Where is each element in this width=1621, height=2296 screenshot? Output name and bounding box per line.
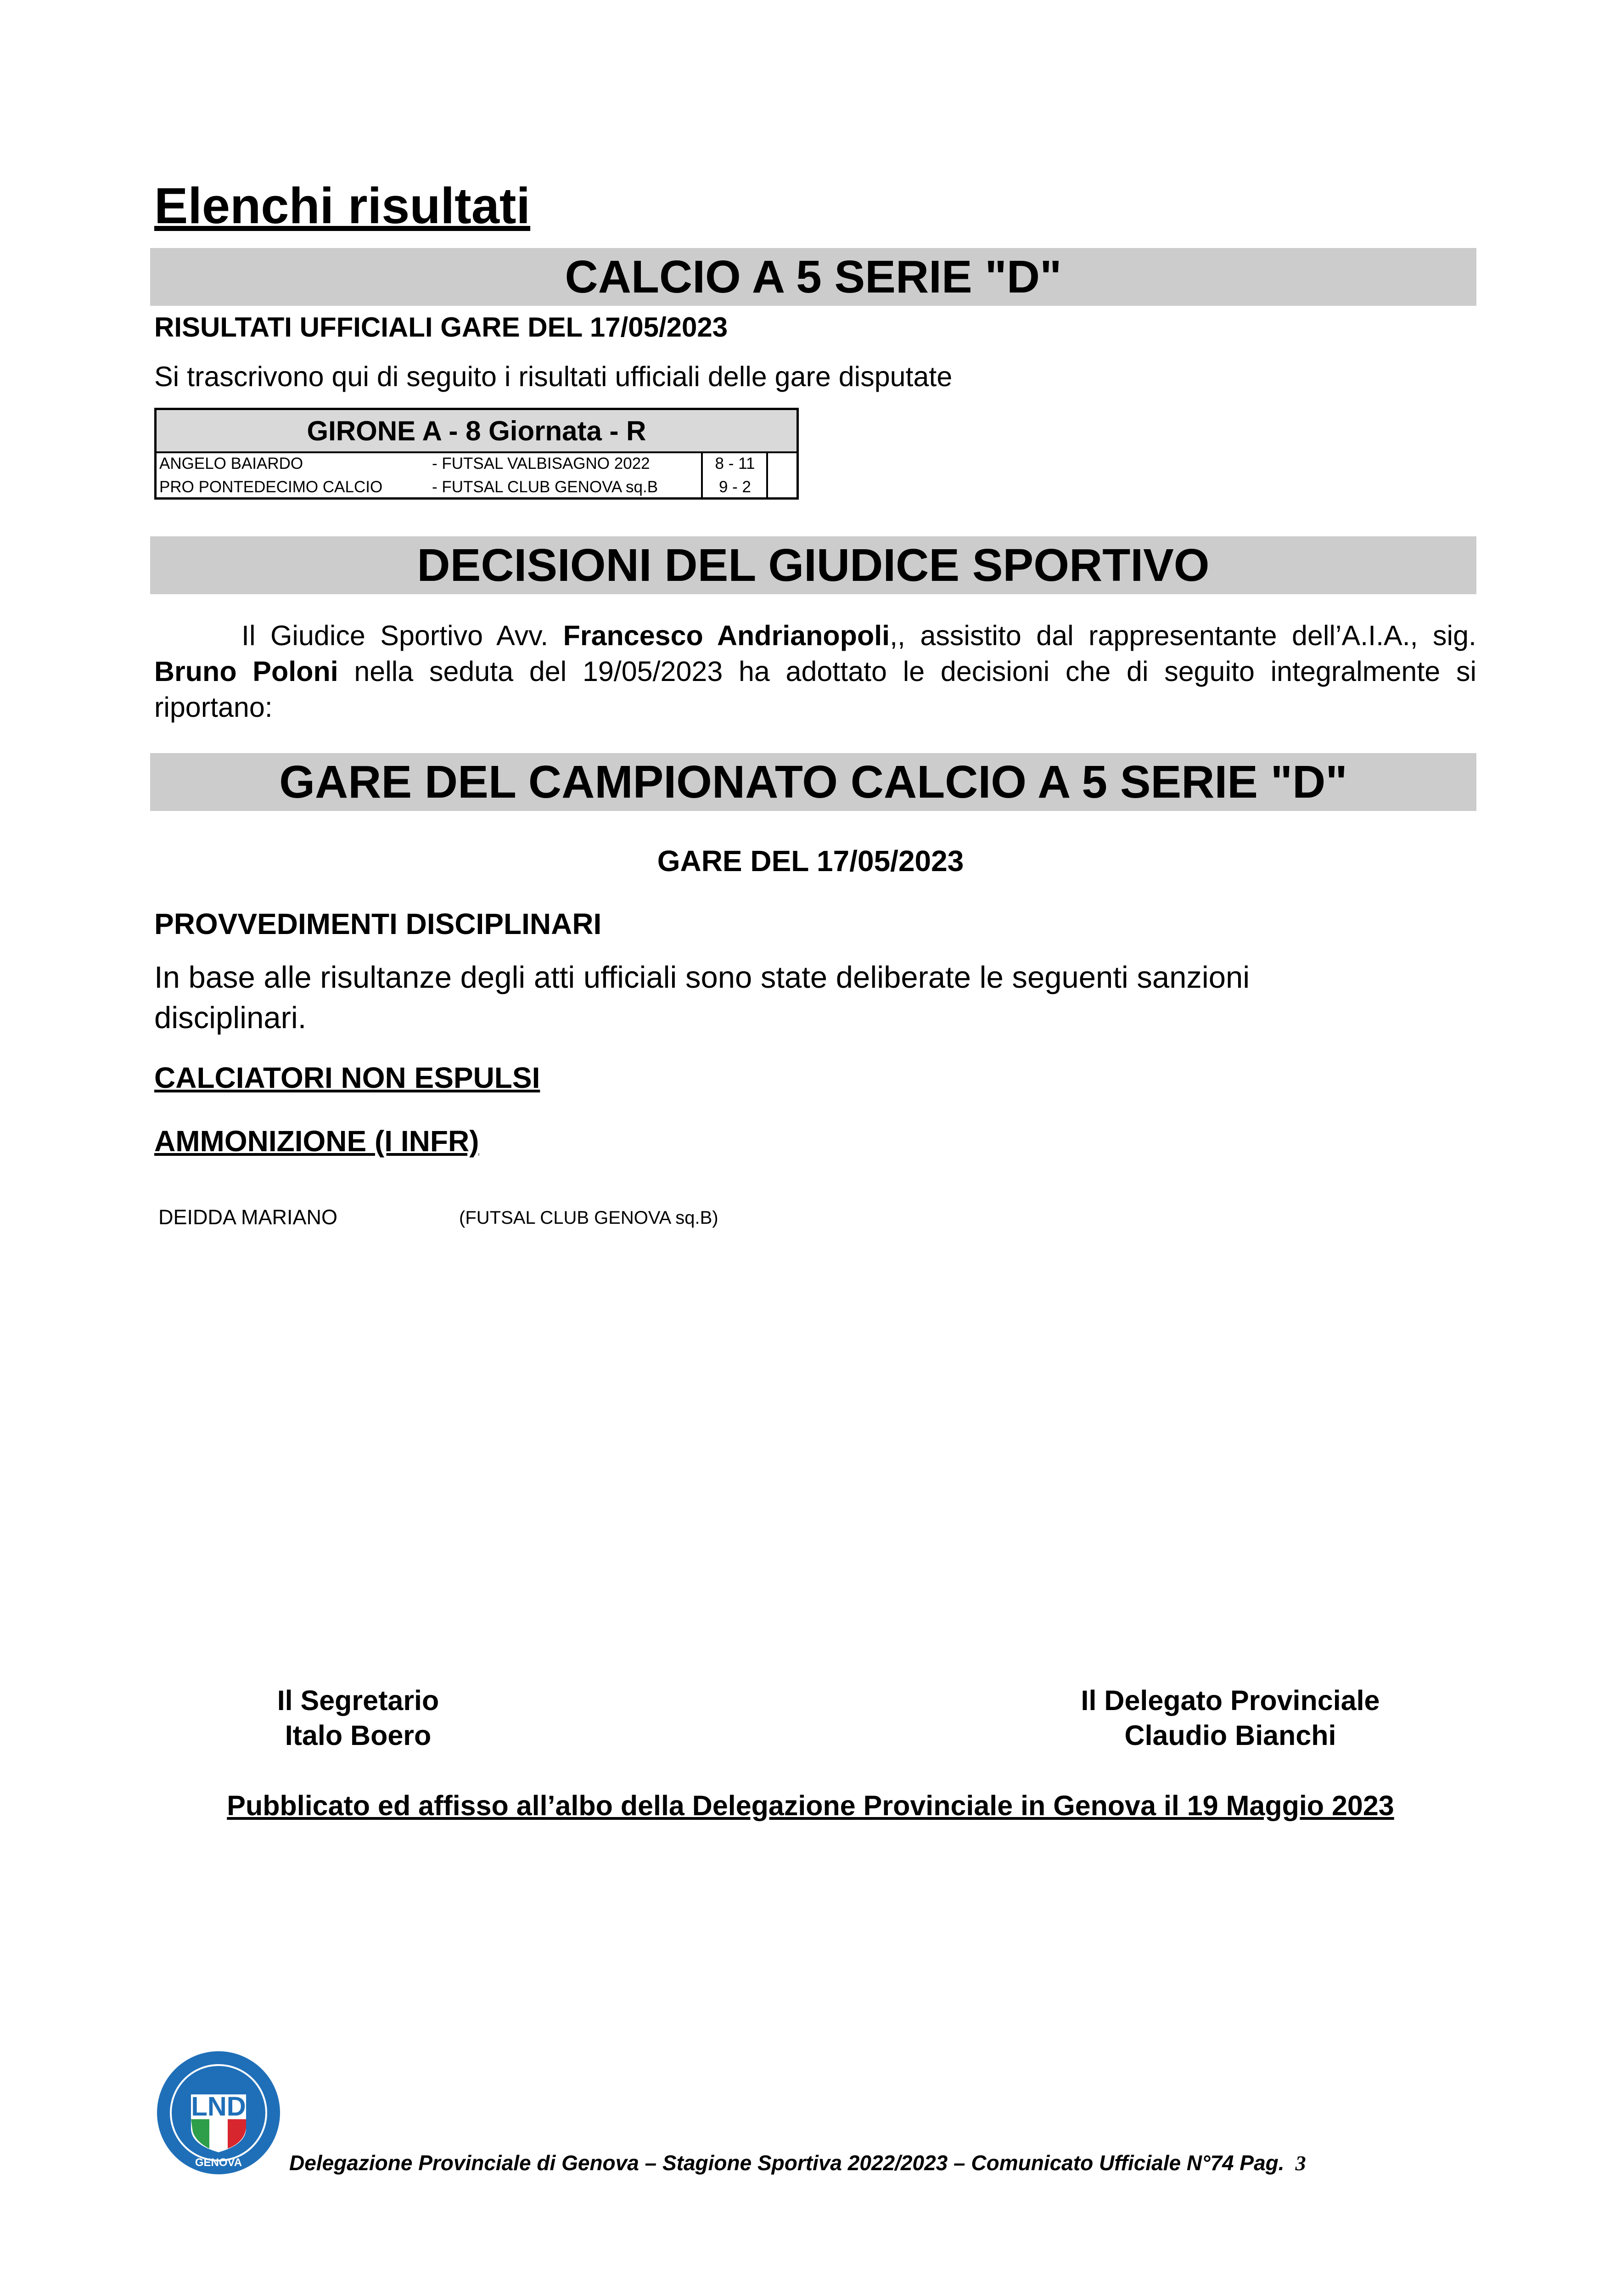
judge-text-2: ,, assistito dal rappresentante dell’A.I.A., sig. bbox=[890, 620, 1476, 651]
signature-name: Italo Boero bbox=[285, 1720, 432, 1751]
section-bar-decisioni: DECISIONI DEL GIUDICE SPORTIVO bbox=[150, 536, 1476, 594]
lnd-genova-logo bbox=[156, 2050, 281, 2175]
section-bar-gare: GARE DEL CAMPIONATO CALCIO A 5 SERIE "D" bbox=[150, 753, 1476, 811]
signature-name: Claudio Bianchi bbox=[1124, 1720, 1336, 1751]
signature-delegate bbox=[1001, 1683, 1460, 1753]
table-divider bbox=[701, 451, 703, 499]
away-team: - FUTSAL VALBISAGNO 2022 bbox=[432, 455, 650, 473]
judge-name: Francesco Andrianopoli bbox=[563, 620, 890, 651]
publication-note: Pubblicato ed affisso all’albo della Delegazione Provinciale in Genova il 19 Maggio 2023 bbox=[227, 1790, 1394, 1821]
signature-secretary bbox=[220, 1683, 496, 1753]
results-heading: RISULTATI UFFICIALI GARE DEL 17/05/2023 bbox=[154, 312, 728, 343]
calciatori-heading: CALCIATORI NON ESPULSI bbox=[154, 1061, 540, 1094]
signature-role: Il Delegato Provinciale bbox=[1081, 1685, 1380, 1716]
judge-paragraph bbox=[154, 618, 1476, 725]
representative-name: Bruno Poloni bbox=[154, 656, 338, 687]
footer-text: Delegazione Provinciale di Genova – Stagione Sportiva 2022/2023 – Comunicato Ufficiale N°74 Pag. bbox=[289, 2151, 1284, 2175]
player-team: (FUTSAL CLUB GENOVA sq.B) bbox=[459, 1208, 718, 1228]
svg-text:LND: LND bbox=[191, 2092, 246, 2122]
results-intro: Si trascrivono qui di seguito i risultati ufficiali delle gare disputate bbox=[154, 361, 953, 392]
provvedimenti-heading: PROVVEDIMENTI DISCIPLINARI bbox=[154, 907, 602, 940]
provvedimenti-text: In base alle risultanze degli atti ufficiali sono state deliberate le seguenti sanzioni disciplinari. bbox=[154, 960, 1250, 1035]
table-divider bbox=[766, 451, 768, 499]
signature-role: Il Segretario bbox=[277, 1685, 439, 1716]
judge-text-1: Il Giudice Sportivo Avv. bbox=[241, 620, 549, 651]
away-team: - FUTSAL CLUB GENOVA sq.B bbox=[432, 478, 658, 496]
match-score: 9 - 2 bbox=[718, 478, 752, 496]
home-team: ANGELO BAIARDO bbox=[159, 455, 303, 473]
table-row bbox=[157, 476, 796, 499]
page-title: Elenchi risultati bbox=[154, 178, 531, 234]
player-name: DEIDDA MARIANO bbox=[158, 1205, 338, 1229]
page-number: 3 bbox=[1295, 2151, 1306, 2175]
section-bar-calcio: CALCIO A 5 SERIE "D" bbox=[150, 248, 1476, 306]
table-row bbox=[157, 452, 796, 475]
results-table bbox=[154, 408, 799, 500]
home-team: PRO PONTEDECIMO CALCIO bbox=[159, 478, 383, 496]
judge-text-3: nella seduta del 19/05/2023 ha adottato le decisioni che di seguito integralmente si riportano: bbox=[154, 656, 1476, 723]
svg-text:GENOVA: GENOVA bbox=[195, 2156, 242, 2169]
results-group-header: GIRONE A - 8 Giornata - R bbox=[157, 410, 796, 453]
match-score: 8 - 11 bbox=[715, 455, 755, 473]
games-date-heading: GARE DEL 17/05/2023 bbox=[657, 844, 964, 878]
page-footer bbox=[289, 2150, 1306, 2175]
ammonizione-heading: AMMONIZIONE (I INFR) bbox=[154, 1125, 479, 1158]
